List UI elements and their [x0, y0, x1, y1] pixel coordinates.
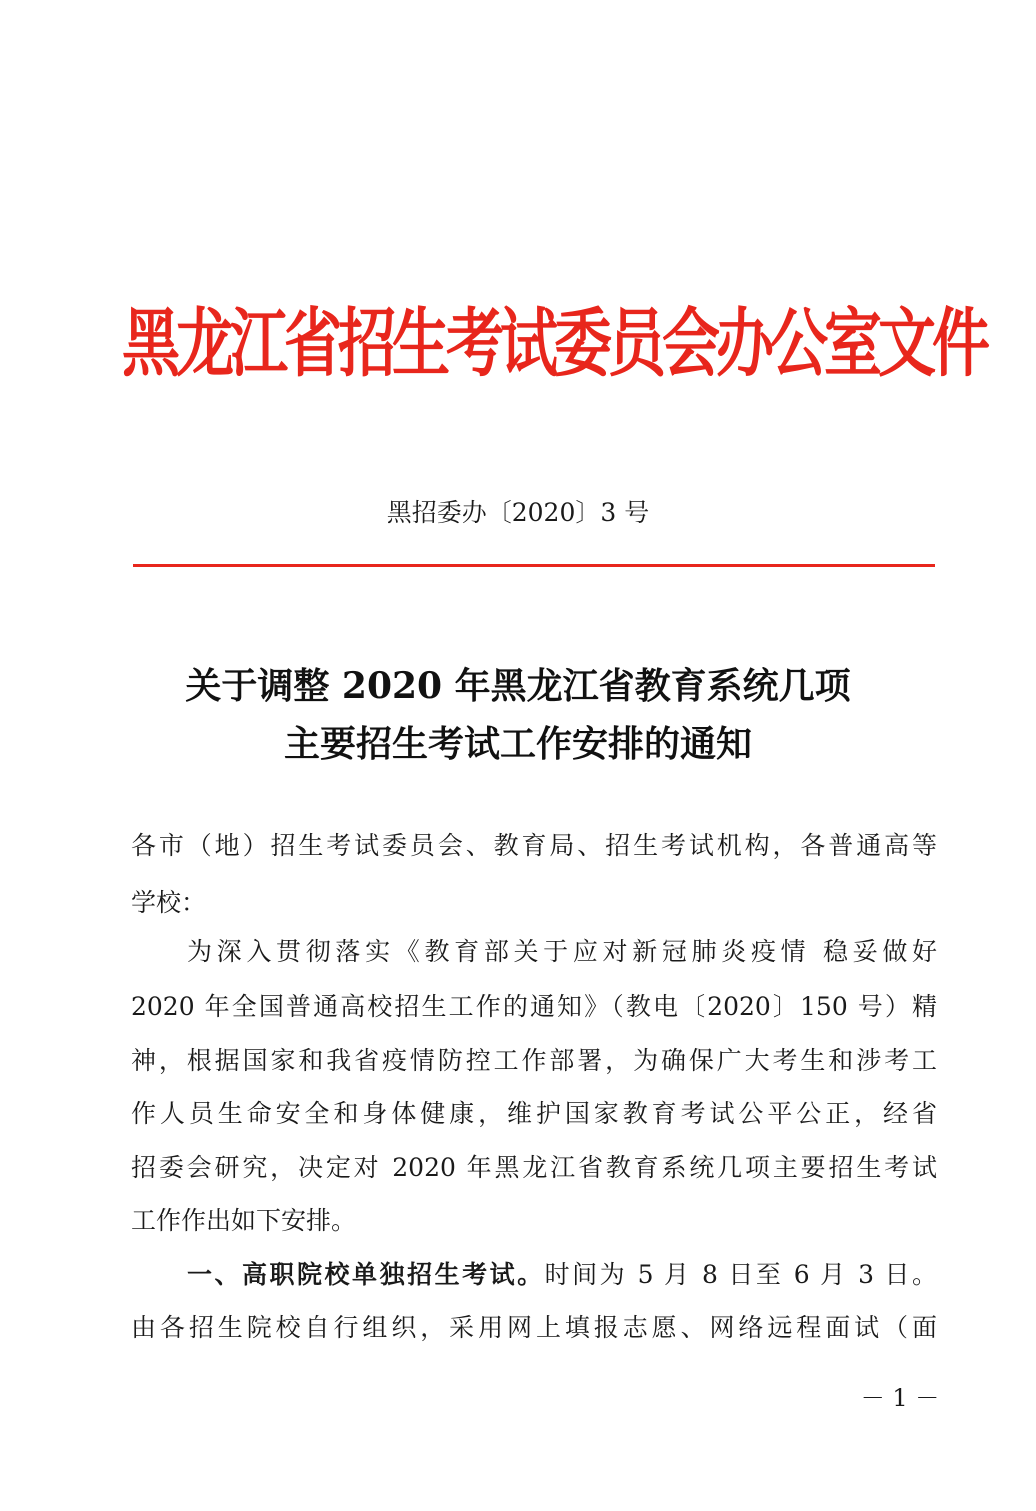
- paragraph-line: 为深入贯彻落实《教育部关于应对新冠肺炎疫情 稳妥做好: [187, 937, 937, 966]
- issuing-office-header: 黑龙江省招生考试委员会办公室文件: [122, 299, 987, 387]
- section-1-line-1: [131, 1255, 937, 1291]
- paragraph-line: 2020 年全国普通高校招生工作的通知》（教电〔2020〕150 号）精: [131, 992, 937, 1021]
- notice-title-line-2: 主要招生考试工作安排的通知: [283, 723, 752, 765]
- section-1-line-2: 由各招生院校自行组织，采用网上填报志愿、网络远程面试（面: [131, 1313, 937, 1342]
- red-divider-line: [133, 564, 935, 567]
- addressee-line-2: 学校：: [131, 888, 207, 917]
- paragraph-line: 作人员生命安全和身体健康，维护国家教育考试公平公正，经省: [131, 1099, 937, 1128]
- paragraph-line: 招委会研究，决定对 2020 年黑龙江省教育系统几项主要招生考试: [131, 1153, 937, 1182]
- paragraph-line: 工作作出如下安排。: [131, 1206, 357, 1235]
- addressee-line-1: 各市（地）招生考试委员会、教育局、招生考试机构，各普通高等: [131, 831, 937, 860]
- section-1-text: 时间为 5 月 8 日至 6 月 3 日。: [544, 1260, 937, 1289]
- document-number: 黑招委办〔2020〕3 号: [386, 498, 650, 527]
- paragraph-line: 神，根据国家和我省疫情防控工作部署，为确保广大考生和涉考工: [131, 1046, 937, 1075]
- section-1-heading: 一、高职院校单独招生考试。: [187, 1260, 545, 1289]
- notice-title-line-1: 关于调整 2020 年黑龙江省教育系统几项: [185, 665, 851, 707]
- page-number: － 1 －: [860, 1384, 940, 1412]
